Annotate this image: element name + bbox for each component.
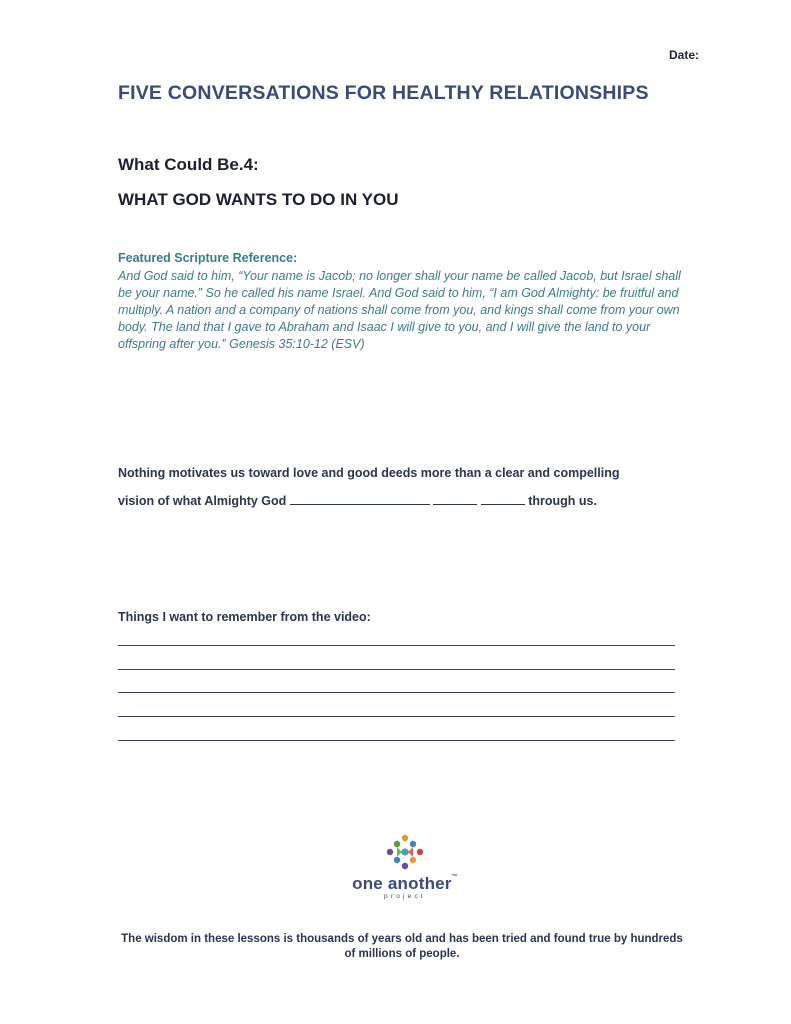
footer-text: The wisdom in these lessons is thousands of years old and has been tried and found true by hundreds of millions of people. bbox=[121, 933, 683, 960]
fill-in-sentence-line-1: Nothing motivates us toward love and good deeds more than a clear and compelling bbox=[118, 466, 620, 480]
lesson-label: What Could Be.4: bbox=[118, 155, 259, 174]
fill-in-blank-1[interactable] bbox=[290, 492, 430, 505]
logo-name bbox=[340, 874, 470, 894]
note-line[interactable] bbox=[118, 716, 675, 717]
fill-in-blank-2[interactable] bbox=[433, 492, 477, 505]
logo-subtitle: project bbox=[384, 893, 426, 900]
fill-in-sentence-line-2 bbox=[118, 492, 597, 508]
note-line[interactable] bbox=[118, 740, 675, 741]
note-line[interactable] bbox=[118, 669, 675, 670]
fill-in-blank-3[interactable] bbox=[481, 492, 525, 505]
scripture-text: And God said to him, “Your name is Jacob; no longer shall your name be called Jacob, but Israel shall be your name.” So he called his name Israel. And God said to him, “I am God Almighty: be fruitful and multiply. A nation and a company of nations shall come from you, and kings shall come from your own body. The land that I gave to Abraham and Isaac I will give to you, and I will give the land to your offspring after you.” Genesis 35:10-12 (ESV) bbox=[118, 269, 681, 351]
note-line[interactable] bbox=[118, 645, 675, 646]
logo-mark-icon bbox=[386, 834, 424, 870]
logo-name-text: one another bbox=[352, 874, 452, 893]
logo-trademark: ™ bbox=[451, 874, 458, 880]
notes-label: Things I want to remember from the video: bbox=[118, 610, 371, 624]
note-line[interactable] bbox=[118, 692, 675, 693]
fill-in-suffix: through us. bbox=[528, 494, 597, 508]
date-label: Date: bbox=[668, 48, 699, 62]
lesson-heading: WHAT GOD WANTS TO DO IN YOU bbox=[118, 190, 399, 209]
scripture-label: Featured Scripture Reference: bbox=[118, 251, 298, 265]
page-title: FIVE CONVERSATIONS FOR HEALTHY RELATIONSHIPS bbox=[118, 82, 649, 104]
one-another-logo bbox=[340, 834, 470, 900]
fill-in-prefix: vision of what Almighty God bbox=[118, 494, 287, 508]
